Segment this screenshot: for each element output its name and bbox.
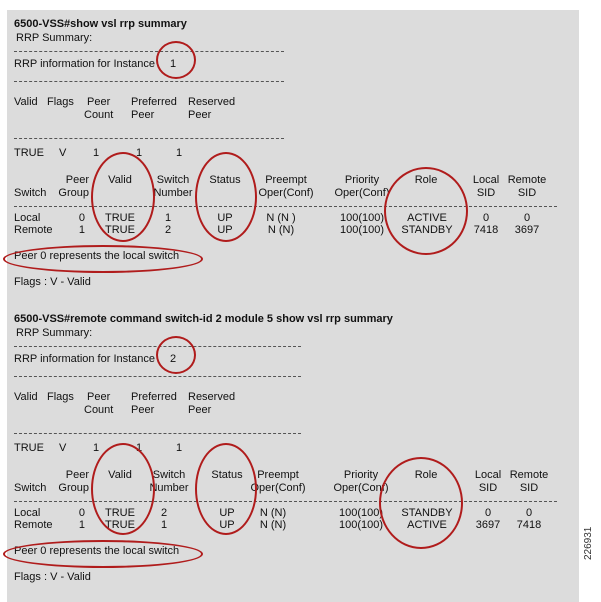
prompt-hostname: 6500-VSS [14, 18, 65, 30]
row-switch-number: 2 [164, 224, 172, 236]
command-text: #show vsl rrp summary [64, 18, 187, 30]
switch-header-local-sid: Local [474, 469, 502, 481]
row-switch: Remote [14, 224, 53, 236]
peer-header-preferred: Peer [131, 109, 155, 121]
instance-number: 2 [170, 353, 177, 365]
row-switch-number: 1 [160, 519, 168, 531]
separator-line [14, 51, 284, 52]
row-switch-number: 2 [160, 507, 168, 519]
local-switch-note: Peer 0 represents the local switch [14, 250, 180, 262]
cli-output-panel [7, 10, 579, 602]
switch-header-switch-number: Switch [152, 469, 186, 481]
row-switch: Local [14, 507, 41, 519]
switch-header-peer-group: Group [58, 187, 89, 199]
row-preempt: N (N) [259, 519, 287, 531]
peer-row-preferred: 1 [136, 442, 143, 454]
row-status: UP [217, 212, 233, 224]
instance-number: 1 [170, 58, 177, 70]
separator-line [14, 433, 301, 434]
note-highlight-ring [3, 245, 203, 273]
switch-header-priority: Priority [344, 174, 380, 186]
row-role: ACTIVE [407, 519, 447, 531]
row-valid: TRUE [105, 212, 135, 224]
switch-header-peer-group: Peer [65, 174, 89, 186]
switch-header-preempt: Preempt [257, 469, 299, 481]
row-status: UP [219, 507, 235, 519]
peer-row-reserved: 1 [176, 442, 183, 454]
row-switch-number: 1 [164, 212, 172, 224]
peer-header-reserved: Peer [188, 404, 212, 416]
command-text: #remote command switch-id 2 module 5 show vsl rrp summary [64, 313, 393, 325]
switch-header-valid: Valid [108, 469, 132, 481]
switch-header-status: Status [209, 174, 241, 186]
switch-header-remote-sid: SID [519, 482, 539, 494]
row-valid: TRUE [105, 507, 135, 519]
row-role: STANDBY [401, 224, 453, 236]
switch-header-priority: Oper(Conf) [333, 482, 389, 494]
switch-header-local-sid: SID [476, 187, 496, 199]
row-preempt: N (N ) [266, 212, 296, 224]
flags-legend: Flags : V - Valid [14, 276, 91, 288]
row-valid: TRUE [105, 519, 135, 531]
peer-row-preferred: 1 [136, 147, 143, 159]
instance-highlight-ring [156, 41, 196, 79]
switch-header-remote-sid: Remote [509, 469, 549, 481]
peer-header-peer-count: Peer [87, 391, 111, 403]
row-priority: 100(100) [338, 519, 384, 531]
switch-header-remote-sid: SID [517, 187, 537, 199]
figure-id: 226931 [583, 526, 594, 560]
switch-header-role: Role [414, 174, 438, 186]
row-status: UP [217, 224, 233, 236]
switch-header-priority: Priority [343, 469, 379, 481]
switch-header-peer-group: Peer [65, 469, 89, 481]
peer-header-valid: Valid [14, 96, 38, 108]
peer-row-flags: V [59, 147, 67, 159]
switch-header-preempt: Oper(Conf) [258, 187, 314, 199]
switch-header-preempt: Oper(Conf) [250, 482, 306, 494]
row-preempt: N (N) [267, 224, 295, 236]
peer-header-reserved: Peer [188, 109, 212, 121]
peer-header-flags: Flags [47, 391, 74, 403]
switch-header-local-sid: SID [478, 482, 498, 494]
row-peer-group: 0 [78, 212, 85, 224]
row-peer-group: 1 [78, 519, 85, 531]
row-status: UP [219, 519, 235, 531]
instance-label: RRP information for Instance [14, 58, 156, 70]
role-highlight-ring [384, 167, 468, 255]
row-role: STANDBY [401, 507, 453, 519]
peer-header-flags: Flags [47, 96, 74, 108]
instance-label: RRP information for Instance [14, 353, 156, 365]
local-switch-note: Peer 0 represents the local switch [14, 545, 180, 557]
valid-highlight-ring [91, 152, 155, 242]
switch-header-switch: Switch [14, 482, 47, 494]
peer-header-preferred: Peer [131, 404, 155, 416]
peer-header-valid: Valid [14, 391, 38, 403]
row-priority: 100(100) [338, 507, 384, 519]
peer-row-reserved: 1 [176, 147, 183, 159]
separator-line [14, 138, 284, 139]
rrp-summary-label: RRP Summary: [16, 327, 93, 339]
switch-header-role: Role [414, 469, 438, 481]
note-highlight-ring [3, 540, 203, 568]
prompt-hostname: 6500-VSS [14, 313, 65, 325]
row-local-sid: 0 [482, 212, 490, 224]
separator-line [14, 376, 301, 377]
row-valid: TRUE [105, 224, 135, 236]
peer-row-peer-count: 1 [93, 442, 100, 454]
peer-header-peer-count: Count [84, 404, 114, 416]
peer-header-peer-count: Count [84, 109, 114, 121]
row-remote-sid: 3697 [514, 224, 540, 236]
switch-header-switch: Switch [14, 187, 47, 199]
peer-row-valid: TRUE [14, 442, 44, 454]
peer-row-valid: TRUE [14, 147, 44, 159]
row-local-sid: 7418 [473, 224, 499, 236]
peer-header-reserved: Reserved [188, 391, 236, 403]
row-remote-sid: 0 [523, 212, 531, 224]
switch-header-switch-number: Number [149, 482, 189, 494]
row-local-sid: 0 [484, 507, 492, 519]
peer-header-preferred: Preferred [131, 96, 177, 108]
valid-highlight-ring [91, 443, 155, 535]
row-remote-sid: 7418 [516, 519, 542, 531]
status-highlight-ring [195, 443, 257, 535]
switch-header-remote-sid: Remote [507, 174, 547, 186]
flags-legend: Flags : V - Valid [14, 571, 91, 583]
switch-header-switch-number: Switch [156, 174, 190, 186]
row-local-sid: 3697 [475, 519, 501, 531]
switch-header-switch-number: Number [153, 187, 193, 199]
row-switch: Remote [14, 519, 53, 531]
row-peer-group: 0 [78, 507, 85, 519]
peer-header-reserved: Reserved [188, 96, 236, 108]
switch-header-peer-group: Group [58, 482, 89, 494]
status-highlight-ring [195, 152, 257, 242]
row-preempt: N (N) [259, 507, 287, 519]
switch-header-priority: Oper(Conf) [334, 187, 390, 199]
switch-header-status: Status [211, 469, 243, 481]
row-role: ACTIVE [407, 212, 447, 224]
switch-header-preempt: Preempt [265, 174, 307, 186]
switch-header-local-sid: Local [472, 174, 500, 186]
role-highlight-ring [379, 457, 463, 549]
row-priority: 100(100) [339, 224, 385, 236]
row-remote-sid: 0 [525, 507, 533, 519]
instance-highlight-ring [156, 336, 196, 374]
row-priority: 100(100) [339, 212, 385, 224]
separator-line [14, 81, 284, 82]
row-switch: Local [14, 212, 41, 224]
peer-row-flags: V [59, 442, 67, 454]
switch-header-valid: Valid [108, 174, 132, 186]
rrp-summary-label: RRP Summary: [16, 32, 93, 44]
peer-header-preferred: Preferred [131, 391, 177, 403]
peer-row-peer-count: 1 [93, 147, 100, 159]
row-peer-group: 1 [78, 224, 85, 236]
peer-header-peer-count: Peer [87, 96, 111, 108]
